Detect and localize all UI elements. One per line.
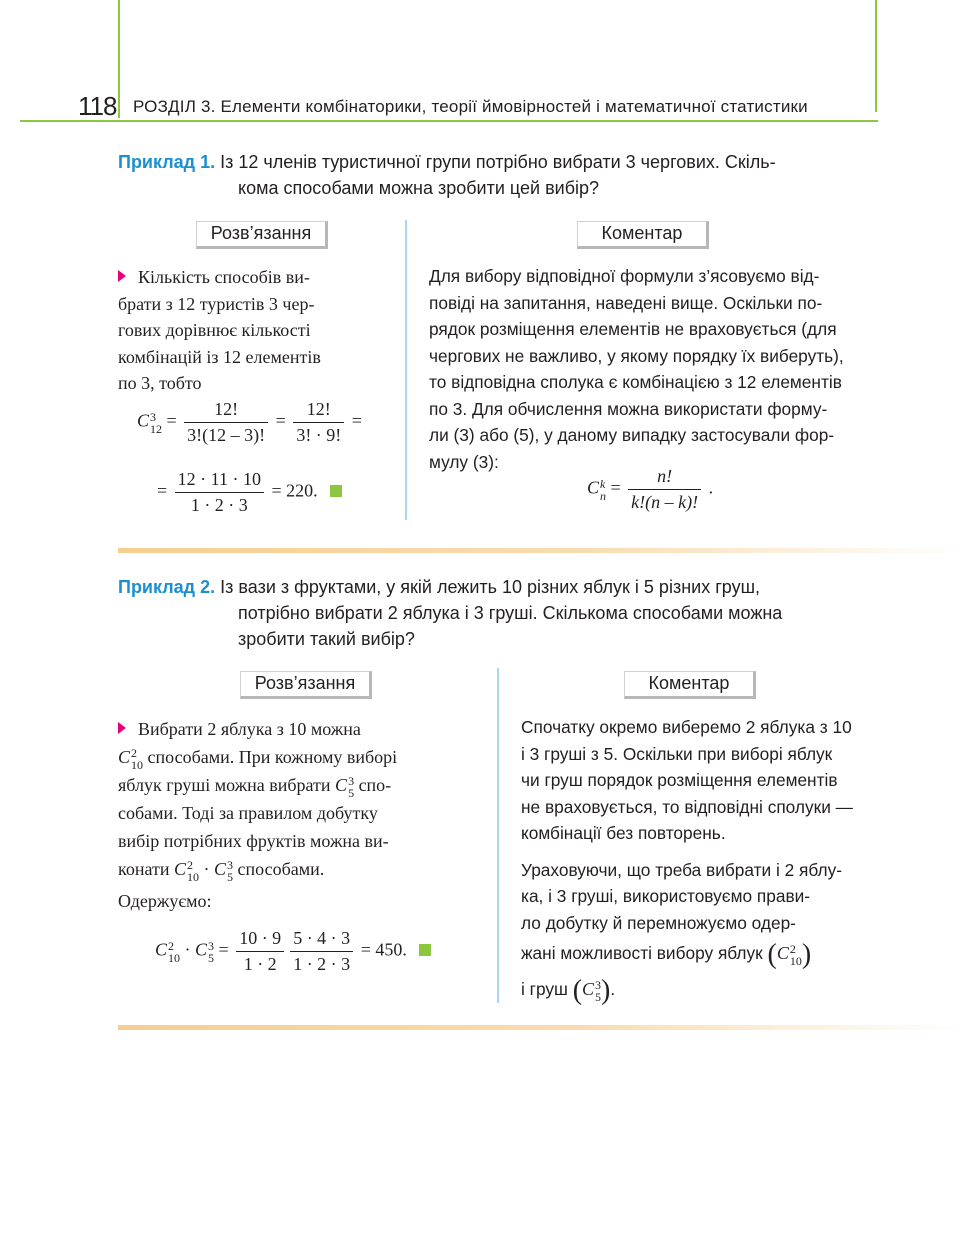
solution-line: по 3, тобто bbox=[118, 373, 202, 393]
fraction bbox=[293, 399, 344, 446]
comment-line: мулу (3): bbox=[429, 451, 499, 472]
combination-symbol: C bbox=[155, 939, 168, 960]
question-line: Із вази з фруктами, у якій лежить 10 різних яблук і 5 різних груш, bbox=[220, 577, 761, 597]
numerator: 12! bbox=[293, 399, 344, 423]
header-frame-left bbox=[118, 0, 120, 118]
period: . bbox=[708, 477, 714, 498]
fraction bbox=[236, 928, 284, 975]
section-separator bbox=[118, 548, 963, 553]
comment-line: ло добутку й перемножуємо одер- bbox=[521, 912, 796, 933]
comment-line: Для вибору відповідної формули з’ясовуємо від- bbox=[429, 266, 820, 286]
superscript: 2 bbox=[187, 857, 194, 872]
solution-line: способами. При кожному виборі bbox=[147, 747, 398, 767]
formula-result-220 bbox=[157, 469, 342, 516]
comment-line: рядок розміщення елементів не враховується (для bbox=[429, 319, 837, 339]
combination-symbol: C bbox=[335, 775, 348, 795]
combination-5-3 bbox=[335, 773, 355, 800]
end-of-solution-icon bbox=[419, 944, 431, 956]
superscript: 3 bbox=[348, 773, 355, 788]
denominator: 3!(12 – 3)! bbox=[187, 425, 266, 445]
comment-label: Коментар bbox=[624, 671, 756, 699]
formula-result-450 bbox=[155, 928, 431, 975]
combination-10-2: (C 2 10 ) bbox=[767, 938, 812, 970]
equals-sign: = bbox=[351, 410, 362, 431]
subscript: 10 bbox=[789, 953, 802, 968]
combination-symbol: C bbox=[214, 859, 227, 879]
numerator: n! bbox=[628, 466, 701, 490]
solution-line: собами. Тоді за правилом добутку bbox=[118, 803, 378, 823]
solution-label: Розв’язання bbox=[196, 221, 328, 249]
question-line: потрібно вибрати 2 яблука і 3 груші. Скількома способами можна bbox=[238, 603, 783, 623]
combination-symbol: C bbox=[582, 978, 595, 999]
fraction bbox=[175, 469, 264, 516]
comment-line: і 3 груші з 5. Оскільки при виборі яблук bbox=[521, 743, 833, 764]
comment-label: Коментар bbox=[577, 221, 709, 249]
subscript: 5 bbox=[208, 950, 215, 965]
period: . bbox=[610, 978, 616, 999]
example1-label: Приклад 1. bbox=[118, 152, 216, 172]
numerator: 10 · 9 bbox=[236, 928, 284, 952]
example2-solution bbox=[118, 715, 476, 915]
comment-line: і груш bbox=[521, 978, 568, 999]
example1-comment bbox=[429, 263, 879, 475]
equals-sign: = bbox=[166, 410, 177, 431]
solution-line: Одержуємо: bbox=[118, 891, 212, 911]
comment-line: ли (3) або (5), у даному випадку застосували фор- bbox=[429, 425, 835, 445]
subscript: 5 bbox=[595, 989, 602, 1004]
header-frame-right bbox=[875, 0, 877, 112]
header-frame-bottom bbox=[120, 120, 878, 122]
comment-line: чергових не важливо, у якому порядку їх виберуть), bbox=[429, 345, 844, 366]
superscript: 3 bbox=[595, 977, 602, 992]
denominator: 1 · 2 · 3 bbox=[190, 495, 248, 515]
comment-line: комбінації без повторень. bbox=[521, 823, 726, 843]
superscript: k bbox=[600, 476, 606, 491]
formula-combination-general bbox=[587, 466, 713, 513]
subscript: 12 bbox=[150, 421, 163, 436]
section-separator bbox=[118, 1025, 963, 1030]
combination-symbol: C bbox=[118, 747, 131, 767]
solution-line: гових дорівнює кількості bbox=[118, 320, 311, 340]
combination-symbol: C bbox=[195, 939, 208, 960]
product-of-combinations bbox=[174, 857, 234, 884]
equals-sign: = bbox=[610, 477, 621, 498]
end-of-solution-icon bbox=[330, 485, 342, 497]
subscript: 10 bbox=[187, 869, 200, 884]
superscript: 2 bbox=[168, 938, 175, 953]
comment-line: Ураховуючи, що треба вибрати і 2 яблу- bbox=[521, 859, 843, 880]
equals-sign: = bbox=[218, 939, 229, 960]
subscript: 10 bbox=[168, 950, 181, 965]
example2-label: Приклад 2. bbox=[118, 577, 216, 597]
denominator: 3! · 9! bbox=[296, 425, 342, 445]
solution-line: спо- bbox=[358, 775, 392, 795]
fraction bbox=[290, 928, 353, 975]
solution-line: конати bbox=[118, 859, 170, 879]
solution-line: вибір потрібних фруктів можна ви- bbox=[118, 831, 389, 851]
superscript: 3 bbox=[150, 409, 157, 424]
combination-5-3: (C 3 5 ) bbox=[572, 974, 611, 1006]
superscript: 2 bbox=[131, 745, 138, 760]
superscript: 3 bbox=[227, 857, 234, 872]
fraction bbox=[184, 399, 268, 446]
combination-symbol: C bbox=[587, 477, 600, 498]
bullet-marker-icon bbox=[118, 270, 126, 282]
comment-line: то відповідна сполука є комбінацією з 12 елементів bbox=[429, 372, 842, 392]
comment-line: повіді на запитання, наведені вище. Оскільки по- bbox=[429, 292, 823, 313]
solution-line: брати з 12 туристів 3 чер- bbox=[118, 293, 315, 314]
example2-comment bbox=[521, 714, 879, 1008]
denominator: 1 · 2 · 3 bbox=[293, 954, 351, 974]
numerator: 12! bbox=[184, 399, 268, 423]
comment-line: по 3. Для обчислення можна використати форму- bbox=[429, 398, 828, 419]
solution-line: яблук груші можна вибрати bbox=[118, 775, 331, 795]
question-line: Із 12 членів туристичної групи потрібно вибрати 3 чергових. Скіль- bbox=[220, 152, 776, 172]
chapter-title: РОЗДІЛ 3. Елементи комбінаторики, теорії ймовірностей і математичної статистики bbox=[133, 97, 808, 116]
example2-question bbox=[118, 574, 883, 652]
combination-symbol: C bbox=[776, 943, 789, 963]
equals-sign: = bbox=[275, 410, 286, 431]
fraction bbox=[628, 466, 701, 513]
subscript: 5 bbox=[227, 869, 234, 884]
solution-line: комбінацій із 12 елементів bbox=[118, 346, 321, 367]
example1-solution bbox=[118, 264, 383, 397]
superscript: 3 bbox=[208, 938, 215, 953]
denominator: k!(n – k)! bbox=[631, 492, 699, 512]
subscript: n bbox=[600, 488, 607, 503]
subscript: 5 bbox=[348, 785, 355, 800]
formula-combinations-12-3 bbox=[137, 399, 362, 446]
combination-symbol: C bbox=[174, 859, 187, 879]
multiply-dot: · bbox=[184, 939, 191, 960]
comment-line: не враховується, то відповідні сполуки — bbox=[521, 796, 853, 817]
comment-line: чи груш порядок розміщення елементів bbox=[521, 770, 838, 790]
result: = 450. bbox=[360, 939, 407, 960]
numerator: 12 · 11 · 10 bbox=[175, 469, 264, 493]
numerator: 5 · 4 · 3 bbox=[290, 928, 353, 952]
comment-line: жані можливості вибору яблук bbox=[521, 943, 763, 963]
solution-line: Кількість способів ви- bbox=[138, 267, 310, 287]
superscript: 2 bbox=[789, 941, 796, 956]
subscript: 10 bbox=[131, 757, 144, 772]
solution-label: Розв’язання bbox=[240, 671, 372, 699]
question-line: кома способами можна зробити цей вибір? bbox=[238, 178, 600, 198]
result: = 220. bbox=[271, 480, 318, 501]
solution-line: Вибрати 2 яблука з 10 можна bbox=[138, 719, 361, 739]
page-number: 118 bbox=[78, 91, 117, 121]
comment-line: ка, і 3 груші, використовуємо прави- bbox=[521, 886, 811, 906]
multiply-dot: · bbox=[203, 859, 210, 879]
bullet-marker-icon bbox=[118, 722, 126, 734]
column-divider bbox=[497, 668, 499, 1003]
example1-question bbox=[118, 149, 883, 201]
denominator: 1 · 2 bbox=[243, 954, 277, 974]
solution-line: способами. bbox=[237, 859, 325, 879]
equals-sign: = bbox=[157, 480, 168, 501]
combination-10-2 bbox=[118, 745, 144, 772]
comment-line: Спочатку окремо виберемо 2 яблука з 10 bbox=[521, 717, 852, 737]
combination-symbol: C bbox=[137, 410, 150, 431]
question-line: зробити такий вибір? bbox=[238, 629, 415, 649]
column-divider bbox=[405, 220, 407, 520]
